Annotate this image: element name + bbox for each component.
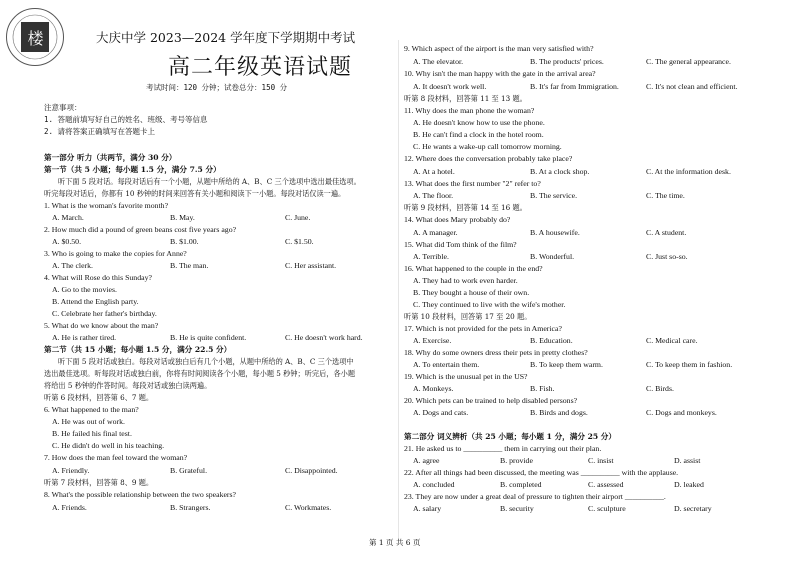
q16-option-c: C. They continued to live with the wife's mother. <box>413 300 566 309</box>
question-19: 19. Which is the unusual pet in the US? <box>404 372 528 381</box>
question-20: 20. Which pets can be trained to help disabled persons? <box>404 396 578 405</box>
q12-option-b: B. At a clock shop. <box>530 167 590 176</box>
question-3: 3. Who is going to make the copies for Anne? <box>44 249 187 258</box>
q13-option-a: A. The floor. <box>413 191 454 200</box>
sec1-intro-1: 听下面 5 段对话。每段对话后有一个小题，从题中所给的 A、B、C 三个选项中选出最佳选项。 <box>58 177 361 186</box>
q18-option-b: B. To keep them warm. <box>530 360 603 369</box>
material-9: 听第 9 段材料，回答第 14 至 16 题。 <box>404 203 527 212</box>
q23-option-b: B. security <box>500 504 534 513</box>
question-4: 4. What will Rose do this Sunday? <box>44 273 152 282</box>
sec1-intro-2: 听完每段对话后，你都有 10 秒钟的时间来回答有关小题和阅读下一小题。每段对话仅读一遍。 <box>44 189 346 198</box>
q3-option-b: B. The man. <box>170 261 209 270</box>
q14-option-c: C. A student. <box>646 228 687 237</box>
q7-option-c: C. Disappointed. <box>285 466 338 475</box>
q2-option-c: C. $1.50. <box>285 237 314 246</box>
q4-option-c: C. Celebrate her father's birthday. <box>52 309 157 318</box>
question-21: 21. He asked us to __________ them in carrying out their plan. <box>404 444 602 453</box>
note-1: 1. 答题前填写好自己的姓名、班级、考号等信息 <box>44 115 208 124</box>
q22-option-b: B. completed <box>500 480 542 489</box>
question-14: 14. What does Mary probably do? <box>404 215 511 224</box>
q7-option-b: B. Grateful. <box>170 466 208 475</box>
q17-option-a: A. Exercise. <box>413 336 452 345</box>
page-number: 第 1 页 共 6 页 <box>369 538 421 547</box>
q19-option-a: A. Monkeys. <box>413 384 454 393</box>
q6-option-a: A. He was out of work. <box>52 417 125 426</box>
q16-option-b: B. They bought a house of their own. <box>413 288 530 297</box>
q6-option-c: C. He didn't do well in his teaching. <box>52 441 165 450</box>
part1-heading: 第一部分 听力（共两节，满分 30 分） <box>44 153 177 162</box>
q20-option-b: B. Birds and dogs. <box>530 408 588 417</box>
seal-mark-icon: 楼 <box>21 22 49 52</box>
material-6: 听第 6 段材料，回答第 6、7 题。 <box>44 393 154 402</box>
question-2: 2. How much did a pound of green beans cost five years ago? <box>44 225 237 234</box>
q11-option-c: C. He wants a wake-up call tomorrow morning. <box>413 142 562 151</box>
q11-option-b: B. He can't find a clock in the hotel room. <box>413 130 544 139</box>
q2-option-b: B. $1.00. <box>170 237 199 246</box>
question-10: 10. Why isn't the man happy with the gate in the arrival area? <box>404 69 596 78</box>
q8-option-a: A. Friends. <box>52 503 87 512</box>
q8-option-c: C. Workmates. <box>285 503 332 512</box>
q3-option-a: A. The clerk. <box>52 261 93 270</box>
q1-option-a: A. March. <box>52 213 84 222</box>
question-11: 11. Why does the man phone the woman? <box>404 106 535 115</box>
exam-title: 大庆中学 2023—2024 学年度下学期期中考试 <box>96 30 356 45</box>
q4-option-b: B. Attend the English party. <box>52 297 139 306</box>
q20-option-c: C. Dogs and monkeys. <box>646 408 717 417</box>
sec2-intro-1: 听下面 5 段对话或独白。每段对话或独白后有几个小题，从题中所给的 A、B、C 三个选项中 <box>58 357 354 366</box>
q6-option-b: B. He failed his final test. <box>52 429 132 438</box>
question-17: 17. Which is not provided for the pets in America? <box>404 324 562 333</box>
part2-heading: 第二部分 词义辨析（共 25 小题；每小题 1 分，满分 25 分） <box>404 432 616 441</box>
material-7: 听第 7 段材料，回答第 8、9 题。 <box>44 478 154 487</box>
material-8: 听第 8 段材料，回答第 11 至 13 题。 <box>404 94 527 103</box>
q1-option-b: B. May. <box>170 213 195 222</box>
question-7: 7. How does the man feel toward the woman? <box>44 453 188 462</box>
q13-option-c: C. The time. <box>646 191 685 200</box>
q15-option-b: B. Wonderful. <box>530 252 575 261</box>
sec1-heading: 第一节（共 5 小题；每小题 1.5 分，满分 7.5 分） <box>44 165 221 174</box>
q22-option-d: D. leaked <box>674 480 704 489</box>
question-8: 8. What's the possible relationship between the two speakers? <box>44 490 237 499</box>
q1-option-c: C. June. <box>285 213 311 222</box>
question-1: 1. What is the woman's favorite month? <box>44 201 169 210</box>
q11-option-a: A. He doesn't know how to use the phone. <box>413 118 545 127</box>
q19-option-c: C. Birds. <box>646 384 674 393</box>
q23-option-a: A. salary <box>413 504 442 513</box>
q23-option-d: D. secretary <box>674 504 712 513</box>
q14-option-b: B. A housewife. <box>530 228 580 237</box>
q18-option-c: C. To keep them in fashion. <box>646 360 733 369</box>
sec2-intro-2: 选出最佳选项。听每段对话或独白前，你将有时间阅读各个小题，每小题 5 秒钟；听完后，各小题 <box>44 369 356 378</box>
q8-option-b: B. Strangers. <box>170 503 211 512</box>
q22-option-c: C. assessed <box>588 480 624 489</box>
q18-option-a: A. To entertain them. <box>413 360 480 369</box>
column-divider <box>398 40 399 540</box>
question-16: 16. What happened to the couple in the end? <box>404 264 543 273</box>
q7-option-a: A. Friendly. <box>52 466 90 475</box>
q22-option-a: A. concluded <box>413 480 455 489</box>
q10-option-a: A. It doesn't work well. <box>413 82 487 91</box>
q4-option-a: A. Go to the movies. <box>52 285 117 294</box>
question-12: 12. Where does the conversation probably take place? <box>404 154 573 163</box>
q3-option-c: C. Her assistant. <box>285 261 337 270</box>
sec2-intro-3: 将给出 5 秒钟的作答时间。每段对话或独白读两遍。 <box>44 381 212 390</box>
q12-option-c: C. At the information desk. <box>646 167 731 176</box>
q9-option-c: C. The general appearance. <box>646 57 731 66</box>
question-15: 15. What did Tom think of the film? <box>404 240 517 249</box>
q14-option-a: A. A manager. <box>413 228 458 237</box>
material-10: 听第 10 段材料，回答第 17 至 20 题。 <box>404 312 532 321</box>
sec2-heading: 第二节（共 15 小题；每小题 1.5 分，满分 22.5 分） <box>44 345 232 354</box>
question-6: 6. What happened to the man? <box>44 405 139 414</box>
question-13: 13. What does the first number "2" refer to? <box>404 179 541 188</box>
notes <box>44 102 208 138</box>
main-title: 高二年级英语试题 <box>168 55 353 80</box>
q16-option-a: A. They had to work even harder. <box>413 276 518 285</box>
q15-option-a: A. Terrible. <box>413 252 449 261</box>
q21-option-b: B. provide <box>500 456 533 465</box>
q17-option-c: C. Medical care. <box>646 336 698 345</box>
question-22: 22. After all things had been discussed, the meeting was __________ with the applause. <box>404 468 679 477</box>
question-9: 9. Which aspect of the airport is the man very satisfied with? <box>404 44 594 53</box>
q15-option-c: C. Just so-so. <box>646 252 688 261</box>
question-18: 18. Why do some owners dress their pets in pretty clothes? <box>404 348 588 357</box>
q12-option-a: A. At a hotel. <box>413 167 455 176</box>
q10-option-b: B. It's far from Immigration. <box>530 82 619 91</box>
q23-option-c: C. sculpture <box>588 504 626 513</box>
exam-info: 考试时间：120 分钟；试卷总分：150 分 <box>146 83 288 92</box>
seal-ring-icon <box>7 9 63 65</box>
note-2: 2. 请将答案正确填写在答题卡上 <box>44 127 156 136</box>
q5-option-c: C. He doesn't work hard. <box>285 333 363 342</box>
q5-option-b: B. He is quite confident. <box>170 333 247 342</box>
q17-option-b: B. Education. <box>530 336 573 345</box>
q10-option-c: C. It's not clean and efficient. <box>646 82 738 91</box>
question-5: 5. What do we know about the man? <box>44 321 159 330</box>
q19-option-b: B. Fish. <box>530 384 555 393</box>
q2-option-a: A. $0.50. <box>52 237 82 246</box>
question-23: 23. They are now under a great deal of pressure to tighten their airport __________. <box>404 492 666 501</box>
school-logo <box>6 8 64 66</box>
q13-option-b: B. The service. <box>530 191 578 200</box>
q20-option-a: A. Dogs and cats. <box>413 408 469 417</box>
q9-option-b: B. The products' prices. <box>530 57 604 66</box>
q9-option-a: A. The elevator. <box>413 57 464 66</box>
q21-option-d: D. assist <box>674 456 701 465</box>
q5-option-a: A. He is rather tired. <box>52 333 117 342</box>
q21-option-c: C. insist <box>588 456 614 465</box>
q21-option-a: A. agree <box>413 456 440 465</box>
notes-title: 注意事项： <box>44 103 82 112</box>
